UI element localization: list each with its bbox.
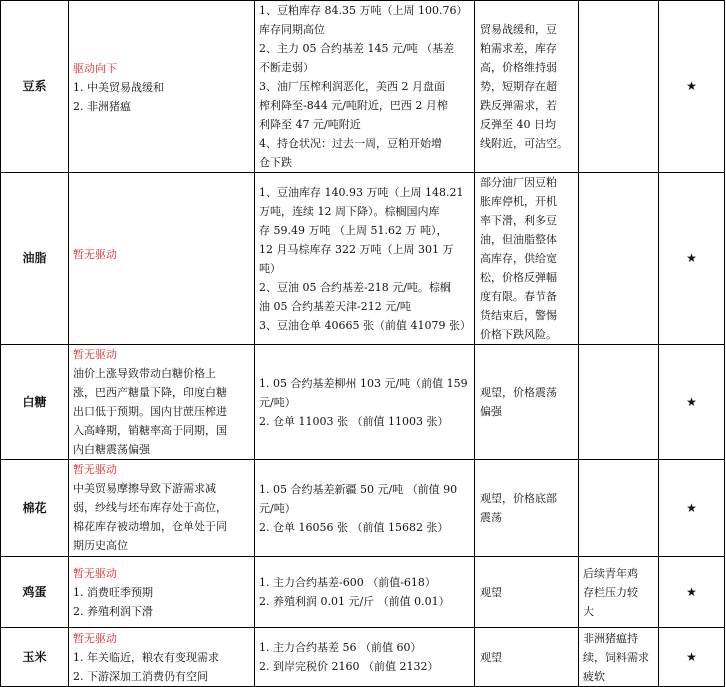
view-line: 观望 bbox=[480, 585, 502, 599]
driver-line: 2. 下游深加工消费仍有空间 bbox=[73, 669, 208, 683]
data-line: 1、豆油库存 140.93 万吨（上周 148.21 bbox=[259, 185, 464, 199]
data-line: 2. 仓单 16056 张 （前值 15682 张） bbox=[259, 520, 449, 534]
view-line: 油，但油脂整体 bbox=[480, 233, 557, 246]
data-line: 油 05 合约基差天津-212 元/吨 bbox=[259, 299, 411, 313]
driver-status: 暂无驱动 bbox=[73, 248, 117, 261]
data-cell bbox=[255, 460, 475, 557]
note-cell bbox=[579, 173, 659, 345]
driver-line: 1. 消费旺季预期 bbox=[73, 585, 153, 599]
table-row bbox=[1, 557, 725, 628]
view-cell bbox=[475, 1, 579, 173]
view-line: 胀库停机，开机 bbox=[480, 195, 557, 208]
note-line: 非洲猪瘟持 bbox=[583, 631, 638, 645]
driver-line: 1. 中美贸易战缓和 bbox=[73, 81, 164, 94]
view-line: 观望，价格震荡 bbox=[480, 386, 557, 399]
data-line: 1. 05 合约基差柳州 103 元/吨（前值 159 bbox=[259, 376, 468, 390]
data-line: 12 月马棕库存 322 万吨（上周 301 万 bbox=[259, 242, 454, 256]
view-line: 观望 bbox=[480, 650, 502, 664]
table-row bbox=[1, 460, 725, 557]
data-line: 4、持仓状况：过去一周，豆粕开始增 bbox=[259, 137, 442, 150]
data-line: 2、豆油 05 合约基差-218 元/吨。棕榈 bbox=[259, 280, 451, 294]
driver-status: 暂无驱动 bbox=[73, 631, 117, 645]
driver-line: 油价上涨导致带动白糖价格上 bbox=[73, 367, 216, 380]
data-line: 2、主力 05 合约基差 145 元/吨 （基差 bbox=[259, 42, 455, 55]
view-line: 势，短期存在超 bbox=[480, 80, 557, 93]
view-line: 贸易战缓和，豆 bbox=[480, 23, 557, 36]
rating-star-icon: ★ bbox=[659, 460, 725, 557]
data-line: 不断走弱） bbox=[259, 61, 314, 74]
driver-line: 内白糖震荡偏强 bbox=[73, 443, 150, 456]
commodity-name: 鸡蛋 bbox=[1, 557, 69, 628]
data-line: 1. 主力合约基差-600 （前值-618） bbox=[259, 576, 436, 589]
view-line: 跌反弹需求，若 bbox=[480, 99, 557, 112]
driver-status: 暂无驱动 bbox=[73, 566, 117, 580]
driver-line: 弱，纱线与坯布库存处于高位， bbox=[73, 501, 227, 514]
data-line: 吨） bbox=[259, 261, 281, 275]
data-line: 元/吨） bbox=[259, 501, 296, 515]
driver-cell bbox=[69, 460, 255, 557]
note-line: 大 bbox=[583, 604, 594, 618]
table-row bbox=[1, 1, 725, 173]
data-line: 榨利降至-844 元/吨附近，巴西 2 月榨 bbox=[259, 99, 448, 112]
rating-star-icon: ★ bbox=[659, 173, 725, 345]
commodity-name: 玉米 bbox=[1, 628, 69, 687]
driver-status: 驱动向下 bbox=[73, 62, 117, 75]
driver-status: 暂无驱动 bbox=[73, 348, 117, 361]
view-line: 震荡 bbox=[480, 511, 502, 524]
view-line: 反弹至 40 日均 bbox=[480, 118, 556, 131]
commodity-name: 油脂 bbox=[1, 173, 69, 345]
note-line: 后续青年鸡 bbox=[583, 566, 638, 580]
commodity-name: 白糖 bbox=[1, 345, 69, 460]
view-line: 高，价格维持弱 bbox=[480, 61, 557, 74]
view-cell bbox=[475, 460, 579, 557]
rating-star-icon: ★ bbox=[659, 628, 725, 687]
note-cell bbox=[579, 460, 659, 557]
note-line: 疲软 bbox=[583, 669, 605, 683]
driver-line: 入高峰期，销糖率高于同期，国 bbox=[73, 424, 227, 437]
view-line: 线附近，可沽空。 bbox=[480, 137, 568, 150]
view-cell bbox=[475, 557, 579, 628]
data-line: 元/吨） bbox=[259, 395, 296, 409]
note-cell bbox=[579, 345, 659, 460]
commodity-name: 豆系 bbox=[1, 1, 69, 173]
data-line: 仓下跌 bbox=[259, 156, 292, 169]
rating-star-icon: ★ bbox=[659, 557, 725, 628]
view-line: 偏强 bbox=[480, 405, 502, 418]
driver-status: 暂无驱动 bbox=[73, 463, 117, 476]
rating-star-icon: ★ bbox=[659, 1, 725, 173]
data-line: 2. 到岸完税价 2160 （前值 2132） bbox=[259, 660, 439, 673]
view-line: 部分油厂因豆粕 bbox=[480, 176, 557, 189]
data-line: 2. 仓单 11003 张 （前值 11003 张） bbox=[259, 414, 449, 428]
data-cell bbox=[255, 1, 475, 173]
commodity-name: 棉花 bbox=[1, 460, 69, 557]
table-row bbox=[1, 173, 725, 345]
data-cell bbox=[255, 557, 475, 628]
data-line: 2. 养殖利润 0.01 元/斤 （前值 0.01） bbox=[259, 595, 450, 608]
driver-line: 出口低于预期。国内甘蔗压榨进 bbox=[73, 405, 227, 418]
driver-line: 1. 年关临近，粮农有变现需求 bbox=[73, 650, 219, 664]
note-line: 存栏压力较 bbox=[583, 585, 638, 599]
driver-line: 2. 非洲猪瘟 bbox=[73, 100, 131, 113]
view-line: 货结束后，警惕 bbox=[480, 309, 557, 322]
view-line: 观望，价格底部 bbox=[480, 492, 557, 505]
data-line: 1. 05 合约基差新疆 50 元/吨 （前值 90 bbox=[259, 482, 458, 496]
rating-star-icon: ★ bbox=[659, 345, 725, 460]
driver-line: 中美贸易摩擦导致下游需求减 bbox=[73, 482, 216, 495]
note-line: 续，饲料需求 bbox=[583, 650, 649, 664]
data-line: 1、豆粕库存 84.35 万吨（上周 100.76） bbox=[259, 4, 468, 17]
view-line: 率下滑，利多豆 bbox=[480, 214, 557, 227]
data-line: 1. 主力合约基差 56 （前值 60） bbox=[259, 641, 422, 654]
driver-line: 涨，巴西产糖量下降，印度白糖 bbox=[73, 386, 227, 399]
table-row bbox=[1, 345, 725, 460]
data-cell bbox=[255, 345, 475, 460]
note-cell bbox=[579, 557, 659, 628]
driver-line: 棉花库存被动增加，仓单处于同 bbox=[73, 520, 227, 533]
data-line: 3、油厂压榨利润恶化，美西 2 月盘面 bbox=[259, 80, 445, 93]
view-line: 松，价格反弹幅 bbox=[480, 271, 557, 284]
data-line: 库存同期高位 bbox=[259, 23, 325, 36]
data-line: 利降至 47 元/吨附近 bbox=[259, 118, 361, 131]
data-line: 存 59.49 万吨 （上周 51.62 万 吨）， bbox=[259, 223, 448, 237]
note-cell bbox=[579, 1, 659, 173]
data-cell bbox=[255, 173, 475, 345]
view-line: 高库存，供给宽 bbox=[480, 252, 557, 265]
driver-cell bbox=[69, 345, 255, 460]
driver-cell bbox=[69, 1, 255, 173]
driver-cell bbox=[69, 173, 255, 345]
view-line: 度有限。春节备 bbox=[480, 290, 557, 303]
view-line: 粕需求差，库存 bbox=[480, 42, 557, 55]
view-cell bbox=[475, 345, 579, 460]
view-cell bbox=[475, 173, 579, 345]
driver-line: 期历史高位 bbox=[73, 539, 128, 552]
driver-line: 2. 养殖利润下滑 bbox=[73, 604, 153, 618]
view-line: 价格下跌风险。 bbox=[480, 328, 557, 341]
driver-cell bbox=[69, 557, 255, 628]
data-line: 3、豆油仓单 40665 张（前值 41079 张） bbox=[259, 318, 471, 332]
data-line: 万吨，连续 12 周下降）。棕榈国内库 bbox=[259, 204, 440, 218]
